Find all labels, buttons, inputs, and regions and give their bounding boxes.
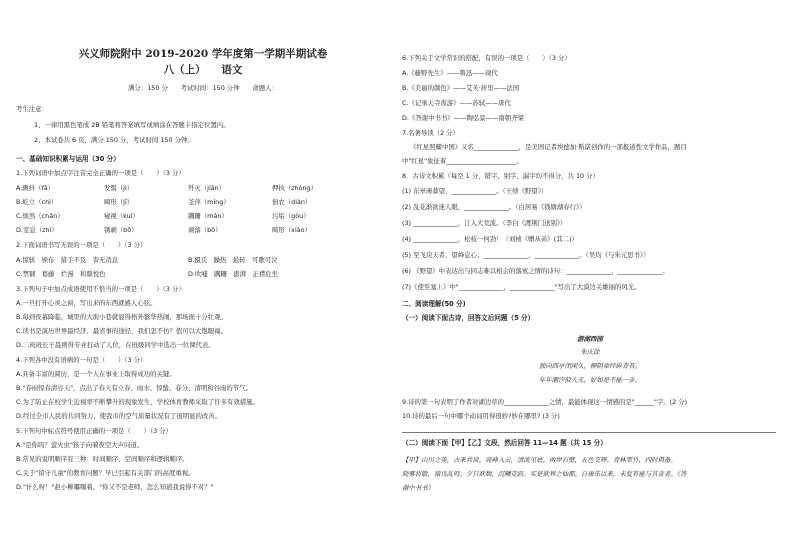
option-cell: 畸形（jī） (104, 198, 134, 206)
fill-item: (6) 《野望》中表达出与同志难以相会的落寞之情的诗句：______________，______________。 (402, 267, 669, 275)
option-line: A.一旦打开心灵之窗，写出来的东西就感人心弦。 (16, 299, 157, 307)
option-line: B.每到夜幕降临，城里的大街小巷就显得格外繁华热闹，那场面十分壮观。 (16, 313, 227, 321)
fill-item: (3) ______________，江入大荒流。（李白《渡荆门送别》） (402, 219, 567, 227)
option-cell: D.室息（zhì） (16, 226, 58, 234)
part-heading: （一）阅读下面古诗，回答文后问题（5 分） (402, 314, 535, 322)
option-line: B.《美丽的颜色》——艾芙·居里——法国 (402, 84, 520, 92)
option-cell: 佃农（diàn） (272, 198, 312, 206)
option-line: D.《答谢中书书》——陶弘景——南朝齐梁 (402, 114, 524, 122)
option-cell: D.吹嘘 蹒跚 澎湃 正襟危坐 (188, 270, 279, 278)
question-line: 9.诗的第一句表明了作者对湖边草的______________之情，最能体现这一情感的是"______"字。(2 分) (402, 398, 688, 406)
question-stem: 1.下列词语中加点字注音完全正确的一项是（ ）（3 分） (16, 169, 185, 177)
option-cell: 发髻（jì） (104, 184, 134, 192)
option-line: C.为了防止在校学生近视率不断攀升的现象发生，学校体育教师采取了许多有效措施。 (16, 398, 259, 406)
option-cell: 歼灭（jiān） (188, 184, 226, 192)
option-cell: A.惊骇 颁布 措手不及 杳无消息 (16, 256, 119, 264)
option-cell: A.颤抖（fǎ） (16, 184, 55, 192)
option-cell: C.禁锢 葛藤 烂漫 和颜悦色 (16, 270, 106, 278)
option-cell: 畸形（xiào） (272, 226, 311, 234)
option-cell: B.摄氏 躁热 悬转 可歌可泣 (188, 256, 278, 264)
passage-line: 晓雾将歇，猿鸟乱鸣；夕日欲颓，沉鳞竞跃。实是欲界之仙都。自康乐以来，未复有能与其奇者。《答 (402, 470, 687, 478)
option-line: B.常见的说明顺序有三种：时间顺序、空间顺序和逻辑顺序。 (16, 455, 189, 463)
question-line: 10.诗的最后一句中哪个动词用得很妙?妙在哪里? (3 分) (402, 412, 560, 420)
notice-item: 1、一律用黑色笔或 2B 铅笔将答案填写或填涂在答题卡指定位置内。 (34, 121, 230, 129)
option-line: A."是你吗？萤火虫"孩子向着夜空大声问道。 (16, 441, 144, 449)
option-line: D.经过全市人民的共同努力，使我市的空气质量状况有了很明显的改善。 (16, 412, 222, 420)
option-line: A.具备丰富的阅历，是一个人在事业上取得成功的关键。 (16, 370, 176, 378)
question-stem: 8．古诗文积累（每空 1 分，错字、别字、漏字均不得分，共 10 分） (402, 172, 599, 180)
option-line: C.关于"留守儿童"的教育问题？早已引起有关部门的高度重视。 (16, 469, 195, 477)
question-stem: 3.下列句子中加点成语使用不恰当的一项是（ ）（3 分） (16, 285, 185, 293)
section-heading: 一、基础知识积累与运用（30 分） (16, 155, 120, 163)
section-heading: 二、阅读理解(50 分) (402, 300, 466, 308)
poem-title: 游湖西园 (577, 335, 603, 343)
option-line: C.《记承天寺夜游》——苏轼——唐代 (402, 99, 511, 107)
option-line: C.读书是演历世界最经济、最省事的途径，我们怎不仿？值可以大饱眼福。 (16, 327, 227, 335)
option-line: D.二班班长王晨则得专业打动了人位，在班级同学中选出一位课代表。 (16, 341, 215, 349)
poem-line: 年年潮汐似人无，好如是不能一步。 (538, 376, 642, 384)
option-line: B."春雨惊春清谷天"，点出了春天有立春、雨水、惊蛰、春分、清明和谷雨的节气。 (16, 384, 252, 392)
option-cell: 污垢（gòu） (272, 212, 310, 220)
notice-heading: 考生注意： (16, 105, 48, 113)
exam-title: 兴义师院附中 2019-2020 学年度第一学期半期试卷 (78, 48, 328, 60)
part-heading: （二）阅读下面【甲】【乙】文段，然后回答 11—14 题（共 15 分） (402, 439, 607, 447)
question-stem: 6.下列关于文学常识的搭配，有误的一项是（ ）（3 分） (402, 54, 571, 62)
question-line: 中"红星"象征着______________________。 (402, 157, 523, 165)
option-cell: 荃萍（míng） (188, 198, 230, 206)
option-cell: 蹒跚（mán） (188, 212, 228, 220)
passage-line: 谢中书书》 (402, 484, 434, 492)
poem-author: 朱庆馀 (580, 348, 600, 356)
option-cell: C.烦然（chǎn） (16, 212, 64, 220)
option-cell: 窥视（kuī） (104, 212, 139, 220)
option-line: A.《藤野先生》——鲁迅——现代 (402, 69, 498, 77)
notice-item: 2、本试卷共 6 页，满分 150 分，考试时间 150 分钟。 (34, 136, 194, 144)
question-stem: 4.下列各中没有语病的一句是（ ）（3 分） (16, 356, 147, 364)
divider (402, 432, 776, 433)
passage-line: 【甲】山川之美，古来共谈。高峰入云，清流见底。两岸石壁，五色交辉。青林翠竹，四时俱备。 (402, 456, 677, 464)
fill-item: (4) ______________，松枝一何劲！（刘桢《赠从弟》(其二)） (402, 235, 578, 243)
question-stem: 2.下面词语书写无误的一项是（ ）（3 分） (16, 241, 147, 249)
question-stem: 7.名著导读（2 分） (402, 129, 459, 137)
fill-item: (1) 东皋薄暮望，______________。（王绩《野望》） (402, 187, 548, 195)
fill-item: (7)《使至塞上》中"______________，______________"写出了大漠边关雄丽的风光。 (402, 283, 641, 291)
exam-meta: 满分：150 分 考试时间：150 分钟 命题人： (128, 84, 278, 92)
option-cell: 剥落（bō） (188, 226, 222, 234)
question-line: 《红星照耀中国》又名______________，是美国记者埃德加·斯诺创作的一部报道性文学作品，题目 (410, 143, 687, 151)
option-cell: 押执（zhòng） (272, 184, 317, 192)
poem-line: 独向西亭闭闲久，柳阴牵绊碎青苔。 (538, 362, 642, 370)
option-cell: B.屹立（chì） (16, 198, 58, 206)
fill-item: (5) 至飞戾天者，望峰息心；______________，______________。（吴均《与朱元思书》） (402, 251, 650, 259)
question-stem: 5.下列句中标点符号使用正确的一项是（ ）（3 分） (16, 427, 172, 435)
fill-item: (2) 乱花渐欲迷人眼，______________。（白居易《钱塘湖春行》） (402, 203, 586, 211)
option-cell: 锈剥（bō） (104, 226, 138, 234)
exam-subtitle: 八（上） 语文 (163, 64, 243, 76)
option-line: D."什么呀！"赵小柳嘟囔着，"你又不是老师，怎么知道我说得不对？" (16, 483, 214, 491)
